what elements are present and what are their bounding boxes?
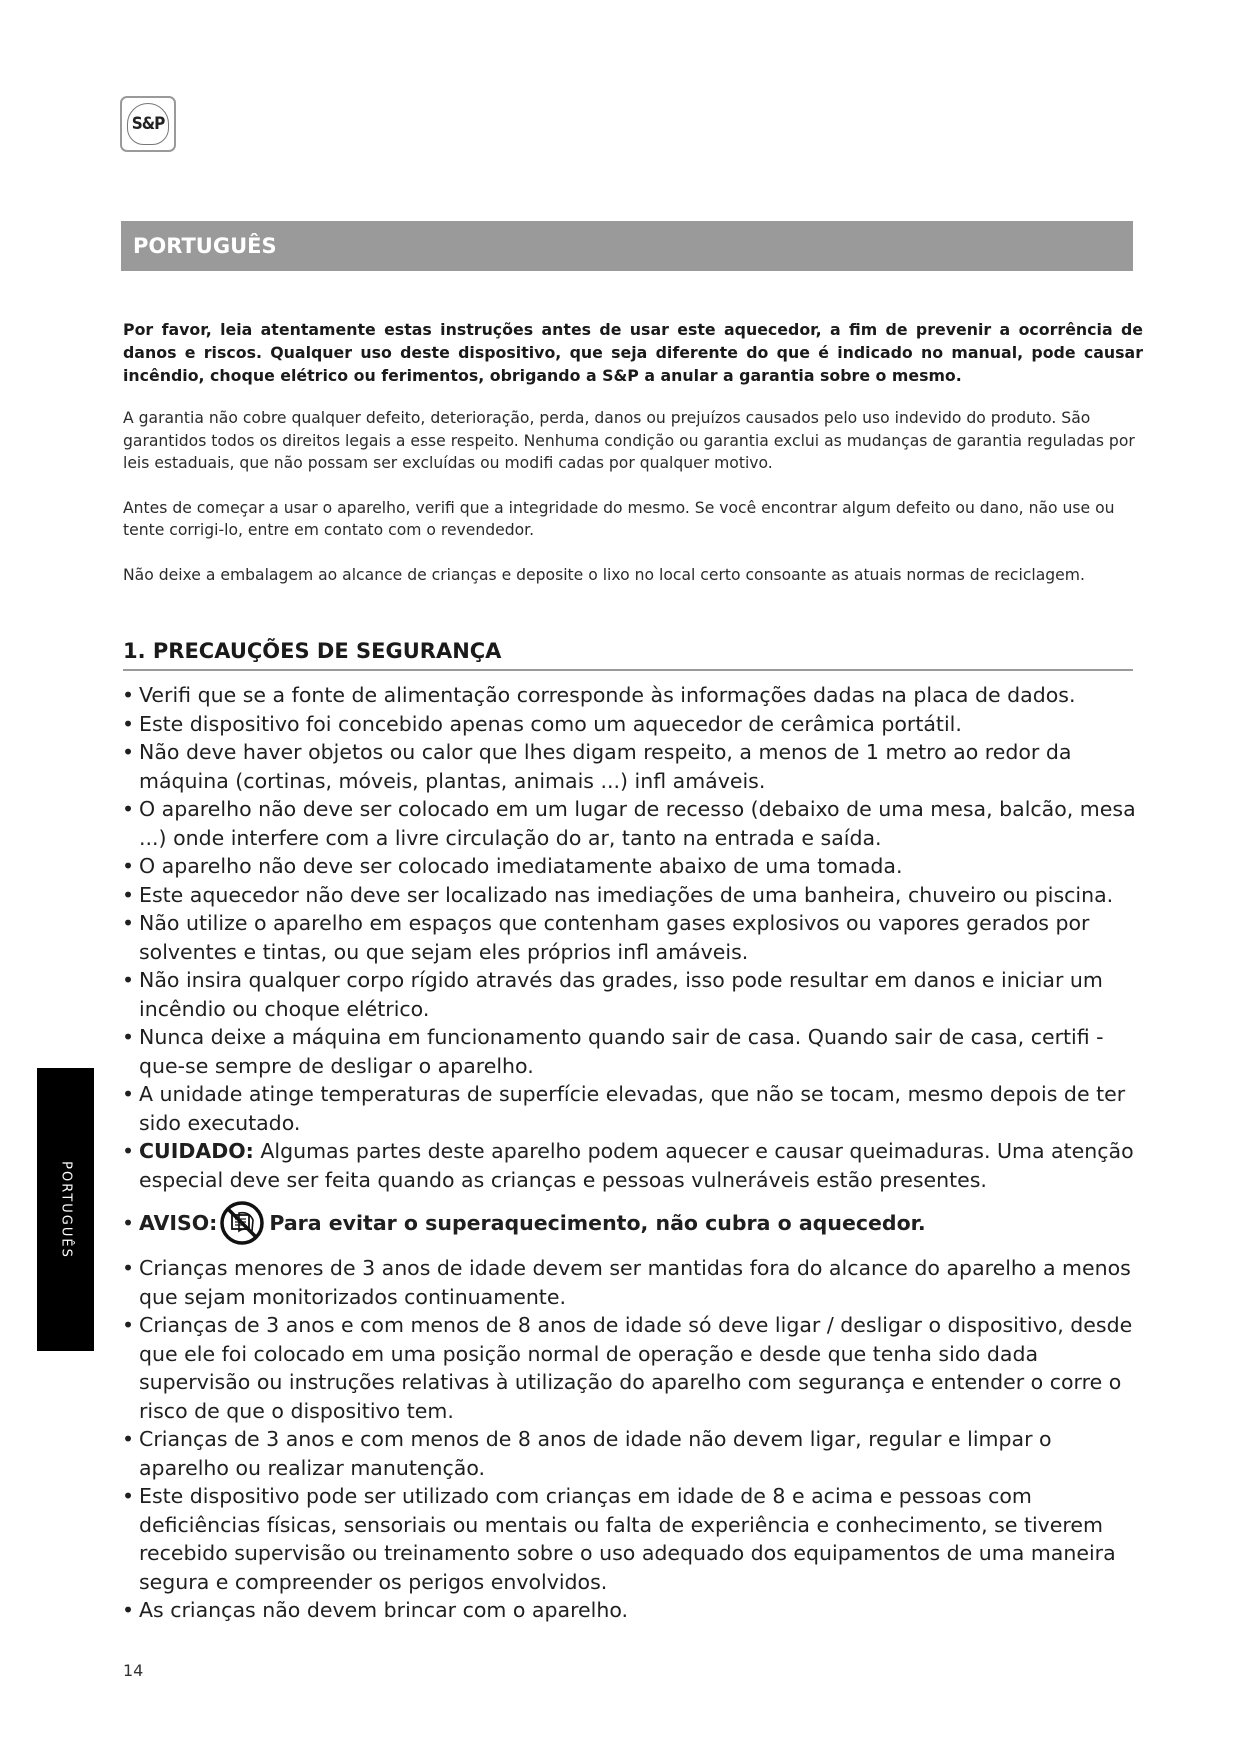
warranty-paragraph: A garantia não cobre qualquer defeito, deterioração, perda, danos ou prejuízos causados pelo uso indevido do produto. São garantidos todos os direitos legais a esse respeito. Nenhuma condição ou garantia exclui as mudanças de garantia reguladas por leis estaduais, que não possam ser excluídas ou modifi cadas por qualquer motivo. <box>123 409 1135 472</box>
list-item: • Crianças menores de 3 anos de idade devem ser mantidas fora do alcance do aparelho a menos que sejam monitorizados continuamente. <box>122 1256 1131 1309</box>
packaging-paragraph: Não deixe a embalagem ao alcance de crianças e deposite o lixo no local certo consoante as atuais normas de reciclagem. <box>123 565 1085 584</box>
list-item: • Crianças de 3 anos e com menos de 8 anos de idade não devem ligar, regular e limpar o aparelho ou realizar manutenção. <box>122 1427 1052 1480</box>
intro-bold-paragraph: Por favor, leia atentamente estas instruções antes de usar este aquecedor, a fim de prevenir a ocorrência de danos e riscos. Qualquer uso deste dispositivo, que seja diferente do que é indicado no manual, pode causar incêndio, choque elétrico ou ferimentos, obrigando a S&P a anular a garantia sobre o mesmo. <box>123 320 1143 385</box>
side-language-tab-label: PORTUGUÊS <box>58 1160 73 1259</box>
list-item: • As crianças não devem brincar com o aparelho. <box>122 1598 629 1622</box>
list-item: • Verifi que se a fonte de alimentação corresponde às informações dadas na placa de dados. <box>122 683 1076 707</box>
brand-logo <box>120 96 176 152</box>
section-title-safety: 1. PRECAUÇÕES DE SEGURANÇA <box>123 636 1133 671</box>
list-item: • Nunca deixe a máquina em funcionamento quando sair de casa. Quando sair de casa, certifi - que-se sempre de desligar o aparelho. <box>122 1025 1104 1078</box>
warning-item: • AVISO: Para evitar o superaquecimento, não cubra o aquecedor. <box>122 1200 1140 1246</box>
list-item: • Não deve haver objetos ou calor que lhes digam respeito, a menos de 1 metro ao redor da máquina (cortinas, móveis, plantas, animais ...) infl amáveis. <box>122 740 1072 793</box>
safety-bullet-list <box>122 681 1140 1625</box>
list-item: • O aparelho não deve ser colocado imediatamente abaixo de uma tomada. <box>122 854 903 878</box>
warning-text: Para evitar o superaquecimento, não cubra o aquecedor. <box>269 1210 926 1235</box>
list-item: • Este dispositivo pode ser utilizado com crianças em idade de 8 e acima e pessoas com deficiências físicas, sensoriais ou mentais ou falta de experiência e conhecimento, se tiverem recebido supervisão ou treinamento sobre o uso adequado dos equipamentos de uma maneira segura e compreender os perigos envolvidos. <box>122 1484 1116 1594</box>
list-item: • O aparelho não deve ser colocado em um lugar de recesso (debaixo de uma mesa, balcão, mesa ...) onde interfere com a livre circulação do ar, tanto na entrada e saída. <box>122 797 1136 850</box>
language-header-bar: PORTUGUÊS <box>121 221 1133 271</box>
caution-text: Algumas partes deste aparelho podem aquecer e causar queimaduras. Uma atenção especial deve ser feita quando as crianças e pessoas vulneráveis estão presentes. <box>139 1139 1134 1192</box>
side-language-tab <box>37 1068 94 1351</box>
list-item: • Este dispositivo foi concebido apenas como um aquecedor de cerâmica portátil. <box>122 711 962 736</box>
list-item: • A unidade atinge temperaturas de superfície elevadas, que não se tocam, mesmo depois de ter sido executado. <box>122 1082 1126 1135</box>
list-item: • Não utilize o aparelho em espaços que contenham gases explosivos ou vapores gerados por solventes e tintas, ou que sejam eles próprios infl amáveis. <box>122 911 1090 964</box>
page-number: 14 <box>123 1661 144 1680</box>
caution-label: CUIDADO: <box>139 1139 254 1163</box>
inspection-paragraph: Antes de começar a usar o aparelho, verifi que a integridade do mesmo. Se você encontrar algum defeito ou dano, não use ou tente corrigi-lo, entre em contato com o revendedor. <box>123 498 1115 539</box>
do-not-cover-icon <box>219 1200 265 1246</box>
brand-logo-text: S&P <box>127 103 169 145</box>
warning-label: AVISO: <box>139 1210 218 1235</box>
list-item: • Crianças de 3 anos e com menos de 8 anos de idade só deve ligar / desligar o dispositivo, desde que ele foi colocado em uma posição normal de operação e desde que tenha sido dada supervisão ou instruções relativas à utilização do aparelho com segurança e entender o corre o risco de que o dispositivo tem. <box>122 1313 1133 1423</box>
caution-item: • CUIDADO: Algumas partes deste aparelho podem aquecer e causar queimaduras. Uma atenção especial deve ser feita quando as crianças e pessoas vulneráveis estão presentes. <box>122 1139 1134 1192</box>
intro-section <box>123 318 1143 608</box>
list-item: • Este aquecedor não deve ser localizado nas imediações de uma banheira, chuveiro ou piscina. <box>122 882 1114 907</box>
list-item: • Não insira qualquer corpo rígido através das grades, isso pode resultar em danos e iniciar um incêndio ou choque elétrico. <box>122 968 1103 1021</box>
